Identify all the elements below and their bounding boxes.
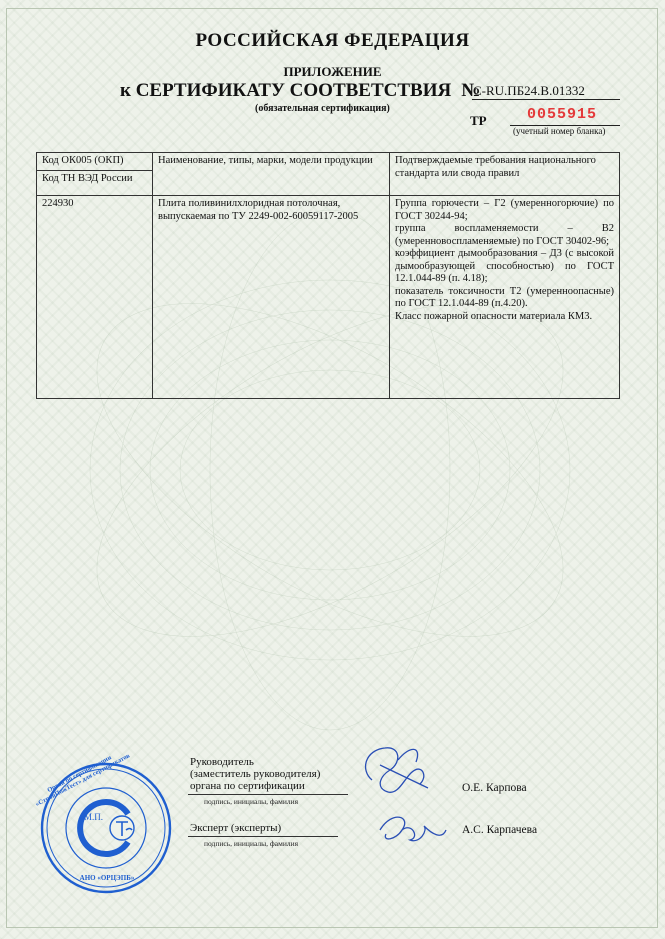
head-label-3: органа по сертификации bbox=[190, 780, 305, 792]
requirement-toxicity: показатель токсичности Т2 (умеренноопасные) по ГОСТ 12.1.044-89 (п.4.20). bbox=[395, 285, 614, 309]
code-ok-header: Код ОК005 (ОКП) bbox=[42, 155, 124, 166]
head-label-2: (заместитель руководителя) bbox=[190, 768, 321, 780]
tp-label: ТР bbox=[470, 113, 487, 128]
head-label-1: Руководитель bbox=[190, 756, 254, 768]
certificate-number: C-RU.ПБ24.В.01332 bbox=[473, 83, 585, 98]
head-signature-block bbox=[190, 756, 320, 792]
certificate-title-text: к СЕРТИФИКАТУ СООТВЕТСТВИЯ bbox=[120, 80, 452, 101]
country-title: РОССИЙСКАЯ ФЕДЕРАЦИЯ bbox=[195, 30, 470, 51]
expert-label: Эксперт (эксперты) bbox=[190, 822, 282, 834]
requirement-smoke: коэффициент дымообразования – Д3 (с высокой дымообразующей способностью) по ГОСТ 12.1.044-89 (п. 4.18); bbox=[395, 248, 614, 284]
table-header-row bbox=[37, 153, 620, 196]
head-name: О.Е. Карпова bbox=[462, 782, 527, 794]
obligatory-note: (обязательная сертификация) bbox=[255, 103, 390, 114]
blank-number: 0055915 bbox=[527, 106, 598, 123]
name-header: Наименование, типы, марки, модели продукции bbox=[153, 153, 390, 196]
blank-number-note: (учетный номер бланка) bbox=[513, 126, 606, 136]
expert-signature bbox=[372, 808, 452, 848]
certificate-number-line bbox=[472, 99, 620, 100]
requirements-cell bbox=[390, 196, 620, 399]
code-header-cell bbox=[37, 153, 153, 196]
products-table bbox=[36, 152, 620, 399]
head-caption: подпись, инициалы, фамилия bbox=[204, 797, 299, 806]
head-signature-line bbox=[188, 794, 348, 795]
requirement-ignitability: группа воспламеняемости – В2 (умеренновоспламеняемые) по ГОСТ 30402-96; bbox=[395, 223, 614, 247]
requirement-fire-class: Класс пожарной опасности материала КМ3. bbox=[395, 310, 593, 322]
seal-outer-text: Орган по сертификации «СтройПожТест» для сертификатов bbox=[34, 752, 132, 809]
product-code: 224930 bbox=[37, 196, 153, 399]
expert-name: А.С. Карпачева bbox=[462, 824, 538, 836]
appendix-title: ПРИЛОЖЕНИЕ bbox=[283, 64, 382, 79]
certificate-title bbox=[120, 80, 480, 102]
head-signature bbox=[350, 740, 440, 800]
product-name: Плита поливинилхлоридная потолочная, выпускаемая по ТУ 2249-002-60059117-2005 bbox=[153, 196, 390, 399]
certification-seal bbox=[34, 752, 176, 903]
seal-bottom-text: АНО «ОРЦЭПБ» bbox=[79, 874, 135, 882]
code-tn-header: Код ТН ВЭД России bbox=[37, 170, 152, 188]
expert-caption: подпись, инициалы, фамилия bbox=[204, 839, 299, 848]
requirement-flammability: Группа горючести – Г2 (умеренногорючие) по ГОСТ 30244-94; bbox=[395, 198, 614, 222]
stamp-mp: М.П. bbox=[84, 812, 104, 822]
number-sign: № bbox=[461, 80, 481, 101]
expert-signature-line bbox=[188, 836, 338, 837]
table-row bbox=[37, 196, 620, 399]
requirements-header: Подтверждаемые требования национального стандарта или свода правил bbox=[390, 153, 620, 196]
